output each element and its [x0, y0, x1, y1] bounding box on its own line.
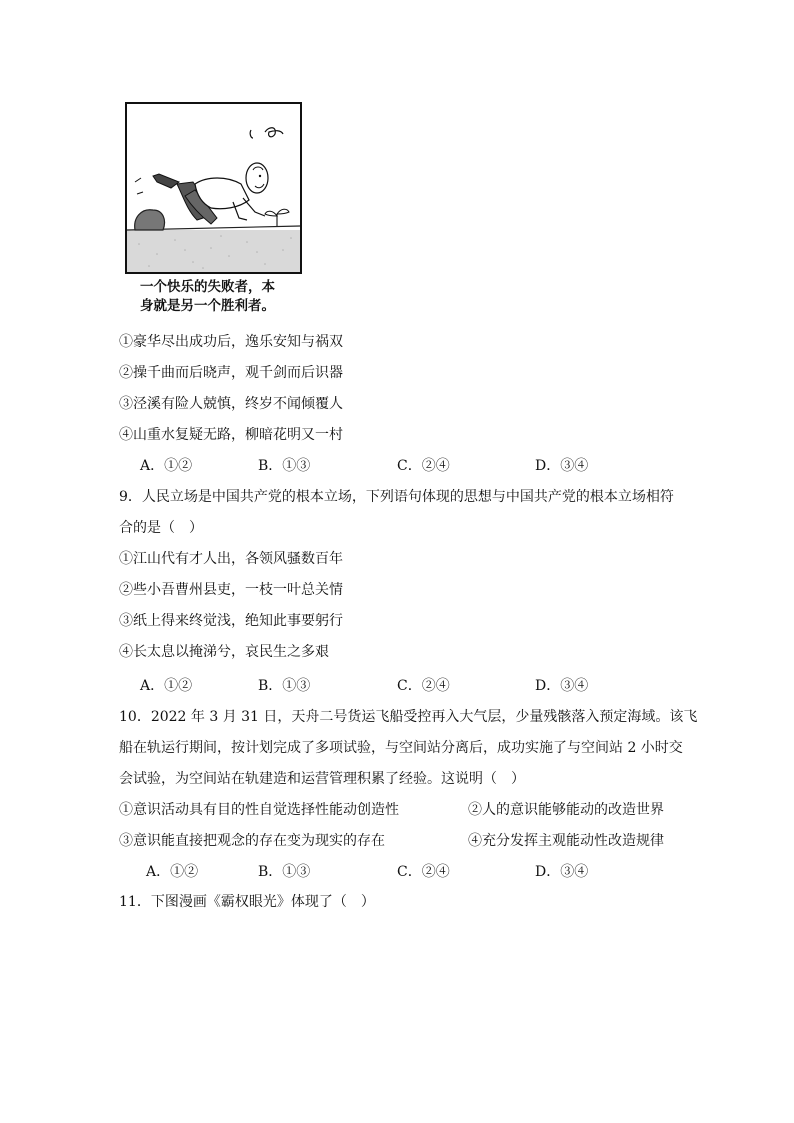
motion-mark — [250, 130, 253, 138]
q8-item-2: ②操千曲而后晓声，观千剑而后识器 — [119, 365, 343, 381]
q9-item-4: ④长太息以掩涕兮，哀民生之多艰 — [119, 644, 329, 660]
q9-option-c: C．②④ — [397, 678, 450, 694]
ground — [127, 230, 300, 272]
q10-option-b: B．①③ — [258, 864, 311, 880]
q9-item-1: ①江山代有才人出，各领风骚数百年 — [119, 551, 343, 567]
q9-option-a: A．①② — [140, 678, 193, 694]
cartoon-drawing — [127, 104, 300, 272]
q10-option-d: D．③④ — [535, 864, 589, 880]
q10-stem-line-3: 会试验，为空间站在轨建造和运营管理积累了经验。这说明（ ） — [119, 771, 525, 787]
q8-item-3: ③泾溪有险人兢慎，终岁不闻倾覆人 — [119, 396, 343, 412]
q9-stem-line-2: 合的是（ ） — [119, 520, 203, 536]
q10-item-1: ①意识活动具有目的性自觉选择性能动创造性 — [119, 802, 399, 818]
q10-item-3: ③意识能直接把观念的存在变为现实的存在 — [119, 833, 385, 849]
cartoon-illustration — [125, 102, 302, 274]
q11-stem: 11．下图漫画《霸权眼光》体现了（ ） — [119, 894, 375, 910]
q8-option-c: C．②④ — [397, 458, 450, 474]
q9-item-2: ②些小吾曹州县吏，一枝一叶总关情 — [119, 582, 343, 598]
q9-option-b: B．①③ — [258, 678, 311, 694]
q10-option-c: C．②④ — [397, 864, 450, 880]
q10-option-a: A．①② — [146, 864, 199, 880]
q8-option-b: B．①③ — [258, 458, 311, 474]
cartoon-caption — [140, 278, 310, 316]
q9-item-3: ③纸上得来终觉浅，绝知此事要躬行 — [119, 613, 343, 629]
caption-line-1: 一个快乐的失败者，本 — [140, 279, 275, 295]
caption-line-2: 身就是另一个胜利者。 — [140, 298, 275, 314]
q8-item-4: ④山重水复疑无路，柳暗花明又一村 — [119, 427, 343, 443]
leg — [153, 174, 179, 188]
q10-stem-line-1: 10．2022 年 3 月 31 日，天舟二号货运飞船受控再入大气层，少量残骸落入预定海域。该飞 — [119, 709, 698, 725]
q10-item-4: ④充分发挥主观能动性改造规律 — [468, 833, 664, 849]
q10-item-2: ②人的意识能够能动的改造世界 — [468, 802, 664, 818]
q8-option-d: D．③④ — [535, 458, 589, 474]
q9-option-d: D．③④ — [535, 678, 589, 694]
q8-item-1: ①豪华尽出成功后，逸乐安知与祸双 — [119, 334, 343, 350]
rock — [135, 210, 165, 230]
q8-option-a: A．①② — [140, 458, 193, 474]
q9-stem-line-1: 9．人民立场是中国共产党的根本立场，下列语句体现的思想与中国共产党的根本立场相符 — [119, 489, 674, 505]
q10-stem-line-2: 船在轨运行期间，按计划完成了多项试验，与空间站分离后，成功实施了与空间站 2 小时交 — [119, 740, 683, 756]
